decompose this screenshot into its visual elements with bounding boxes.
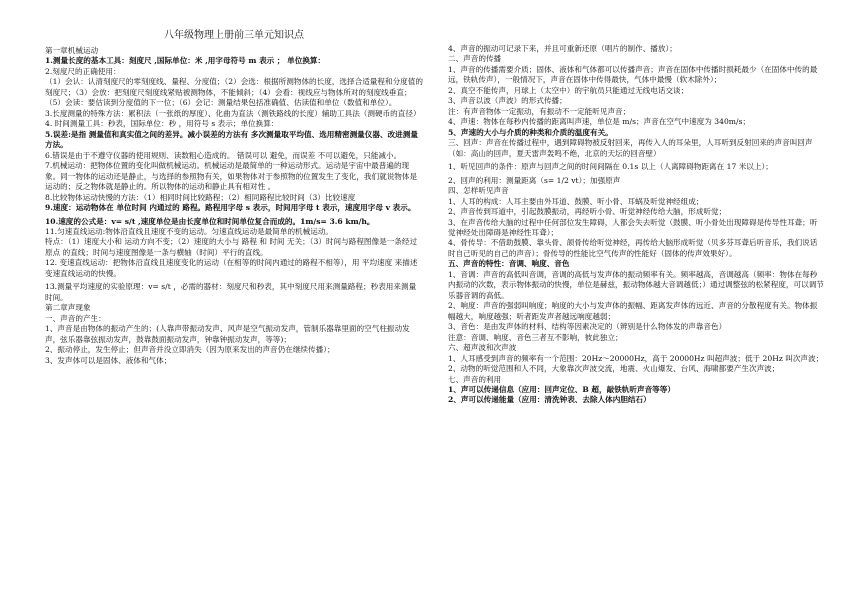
text-line: 3、声音以波（声波）的形式传播； bbox=[448, 96, 567, 106]
text-line: 11.匀速直线运动:物体沿直线且速度不变的运动。匀速直线运动是最简单的机械运动。 bbox=[45, 226, 334, 236]
text-line: 六、超声波和次声波 bbox=[448, 343, 517, 353]
document-title: 八年级物理上册前三单元知识点 bbox=[164, 30, 304, 41]
text-line: 2、声音传到耳道中，引起鼓膜振动，再经听小骨、听觉神经传给大脑，形成听觉； bbox=[448, 207, 727, 217]
text-line: 2、回声的利用：测量距离（s= 1/2 vt）；加强原声 bbox=[448, 175, 621, 185]
text-line: 1.测量长度的基本工具：刻度尺 ,国际单位：米 ,用字母符号 m 表示 ； 单位换算： bbox=[45, 56, 326, 66]
text-line: 第二章声现象 bbox=[45, 303, 91, 313]
text-line: 9.速度：运动物体在 单位时间 内通过的 路程。路程用字母 s 表示，时间用字母 t 表示，速度用字母 v 表示。 bbox=[45, 203, 416, 213]
text-line: 1、人耳感受到声音的频率有一个范围：20Hz～20000Hz，高于 20000Hz 叫超声波；低于 20Hz 叫次声波； bbox=[448, 353, 824, 363]
text-line: 1、音调：声音的高低叫音调，音调的高低与发声体的振动频率有关。频率越高，音调越高（频率：物体在每秒内振动的次数，表示物体振动的快慢，单位是赫兹，振动物体越大音调越低；）通过调整弦的松紧程度，可以调节乐器音调的高低。 bbox=[448, 269, 824, 300]
text-line: 1、声可以传递信息（应用：回声定位、B 超，敲铁轨听声音等等） bbox=[448, 385, 675, 394]
text-line: 2、振动停止，发生停止；但声音并没立即消失（因为原来发出的声音仍在继续传播）； bbox=[45, 345, 335, 355]
text-line: 4、骨传导：不借助鼓膜、靠头骨、颌骨传给听觉神经，再传给大脑形成听觉（贝多芬耳聋后听音乐，我们说话时自己听见的自己的声音）；骨传导的性能比空气传声的性能好（固体的传声效果好）。 bbox=[448, 238, 818, 258]
text-line: 5、声速的大小与介质的种类和介质的温度有关。 bbox=[448, 127, 613, 137]
text-line: 2.刻度尺的正确使用： bbox=[45, 66, 121, 76]
text-line: 1、声音的传播需要介质；固体、液体和气体都可以传播声音；声音在固体中传播时损耗最少（在固体中传的最远，铁轨传声），一般情况下，声音在固体中传得最快，气体中最慢（软木除外）； bbox=[448, 64, 818, 85]
text-line: 4、声音的振动可记录下来，并且可重新还原（唱片的制作、播放）； bbox=[448, 44, 677, 53]
text-line: 2、真空不能传声，月球上（太空中）的宇航员只能通过无线电话交谈； bbox=[448, 85, 689, 95]
text-line: 2、响度：声音的强弱叫响度；响度的大小与发声体的振幅、距离发声体的远近、声音的分散程度有关。物体振幅越大，响度越强；听者距发声者越远响度越弱； bbox=[448, 301, 818, 321]
text-line: 三、回声：声音在传播过程中，遇到障碍物被反射回来，再传入人的耳朵里，人耳听到反射回来的声音叫回声（如：高山的回声，夏天雷声轰鸣不绝，北京的天坛的回音壁） bbox=[448, 138, 813, 158]
text-line: 5.误差:是指 测量值和真实值之间的差异。减小误差的方法有 多次测量取平均值、选用精密测量仪器、改进测量方法。 bbox=[45, 129, 418, 150]
text-line: 二、声音的传播 bbox=[448, 54, 502, 64]
text-line: 7.机械运动：把物体位置的变化叫做机械运动。机械运动是最简单的一种运动形式。运动是宇宙中最普遍的现象。同一物体的运动还是静止，与选择的参照物有关，如果物体对于参照物的位置发生了变化，我们就说物体是运动的；反之物体就是静止的。所以物体的运动和静止具有相对性 。 bbox=[45, 161, 418, 192]
text-line: 4、声速：物体在每秒内传播的距离叫声速，单位是 m/s；声音在空气中速度为 340m/s； bbox=[448, 117, 751, 127]
text-line: 五、声音的特性：音调、响度、音色 bbox=[448, 259, 570, 269]
text-line: 注意：音调、响度、音色三者互不影响，彼此独立； bbox=[448, 332, 623, 342]
text-line: 10.速度的公式是：v= s/t ,速度单位是由长度单位和时间单位复合而成的。1m/s= 3.6 km/h。 bbox=[45, 216, 375, 226]
text-line: 4. 时间测量工具：秒表，国际单位：秒 ，用符号 s 表示；单位换算： bbox=[45, 119, 279, 129]
text-line: 3.长度测量的特殊方法：累积法（一张纸的厚度）、化曲为直法（测铁路线的长度）辅助工具法（测硬币的直径） bbox=[45, 108, 421, 118]
text-line: 2、动物的听觉范围和人不同，大象靠次声波交流，地震、火山爆发、台风、海啸都要产生次声波； bbox=[448, 364, 780, 374]
text-line: 七、声音的利用 bbox=[448, 374, 502, 384]
left-column bbox=[45, 46, 423, 366]
text-line: （1）会认：认清刻度尺的零刻度线、量程、分度值；（2）会选：根据所测物体的长度，选择合适量程和分度值的刻度尺；（3）会放：把刻度尺刻度线紧贴被测物体，不能倾斜；（4）会看：视线应与物体所对的刻度线垂直；（5）会读：要估读到分度值的下一位；（6）会记：测量结果包括准确值、估读值和单位（数值和单位）。 bbox=[45, 77, 423, 108]
text-line: 3、音色：是由发声体的材料、结构等因素决定的（辨别是什么物体发的声靠音色） bbox=[448, 322, 727, 332]
text-line: 2、声可以传递能量（应用：清洗钟表、去除人体内胆结石） bbox=[448, 395, 651, 405]
text-line: 1、声音是由物体的振动产生的；(人靠声带振动发声、风声是空气振动发声，管制乐器靠里面的空气柱振动发声，弦乐器靠弦振动发声，鼓靠鼓面振动发声，钟靠钟振动发声，等等)； bbox=[45, 324, 410, 344]
text-line: 3、发声体可以是固体、液体和气体； bbox=[45, 355, 172, 365]
right-column bbox=[448, 44, 824, 406]
text-line: 第一章机械运动 bbox=[45, 46, 99, 55]
text-line: 注：有声音物体一定振动，有振动不一定能听见声音； bbox=[448, 106, 631, 116]
text-line: 12. 变速直线运动：把物体沿直线且速度变化的运动（在相等的时间内通过的路程不相等），用 平均速度 来描述变速直线运动的快慢。 bbox=[45, 258, 418, 278]
text-line: 3、在声音传给大脑的过程中任何部位发生障碍，人都会失去听觉（鼓膜、听小骨处出现障碍是传导性耳聋；听觉神经处出障碍是神经性耳聋）； bbox=[448, 217, 818, 237]
text-line: 1、人耳的构成：人耳主要由外耳道、鼓膜、听小骨、耳蜗及听觉神经组成； bbox=[448, 196, 704, 206]
text-line: 13.测量平均速度的实验原理：v= s/t ，必需的器材：刻度尺和秒表，其中刻度尺用来测量路程；秒表用来测量时间。 bbox=[45, 282, 417, 302]
text-line: 四、怎样听见声音 bbox=[448, 186, 509, 196]
text-line: 特点：（1）速度大小和 运动方向不变；（2）速度的大小与 路程 和 时间 无关；（3）时间与路程图像是一条经过 原点 的直线；时间与速度图像是一条与横轴（时间）平行的直线。 bbox=[45, 237, 418, 257]
text-line: 8.比较物体运动快慢的方法：（1）相同时间比较路程；（2）相同路程比较时间（3）比较速度 bbox=[45, 192, 356, 202]
text-line: 6.错误是由于不遵守仪器的使用规则、读数粗心造成的。 错误可以 避免，而误差 不可以避免，只能减小。 bbox=[45, 150, 402, 160]
text-line: 1、听见回声的条件：原声与回声之间的时间间隔在 0.1s 以上（人离障碍物距离在 17 米以上）； bbox=[448, 162, 773, 172]
text-line: 一、声音的产生： bbox=[45, 313, 106, 323]
